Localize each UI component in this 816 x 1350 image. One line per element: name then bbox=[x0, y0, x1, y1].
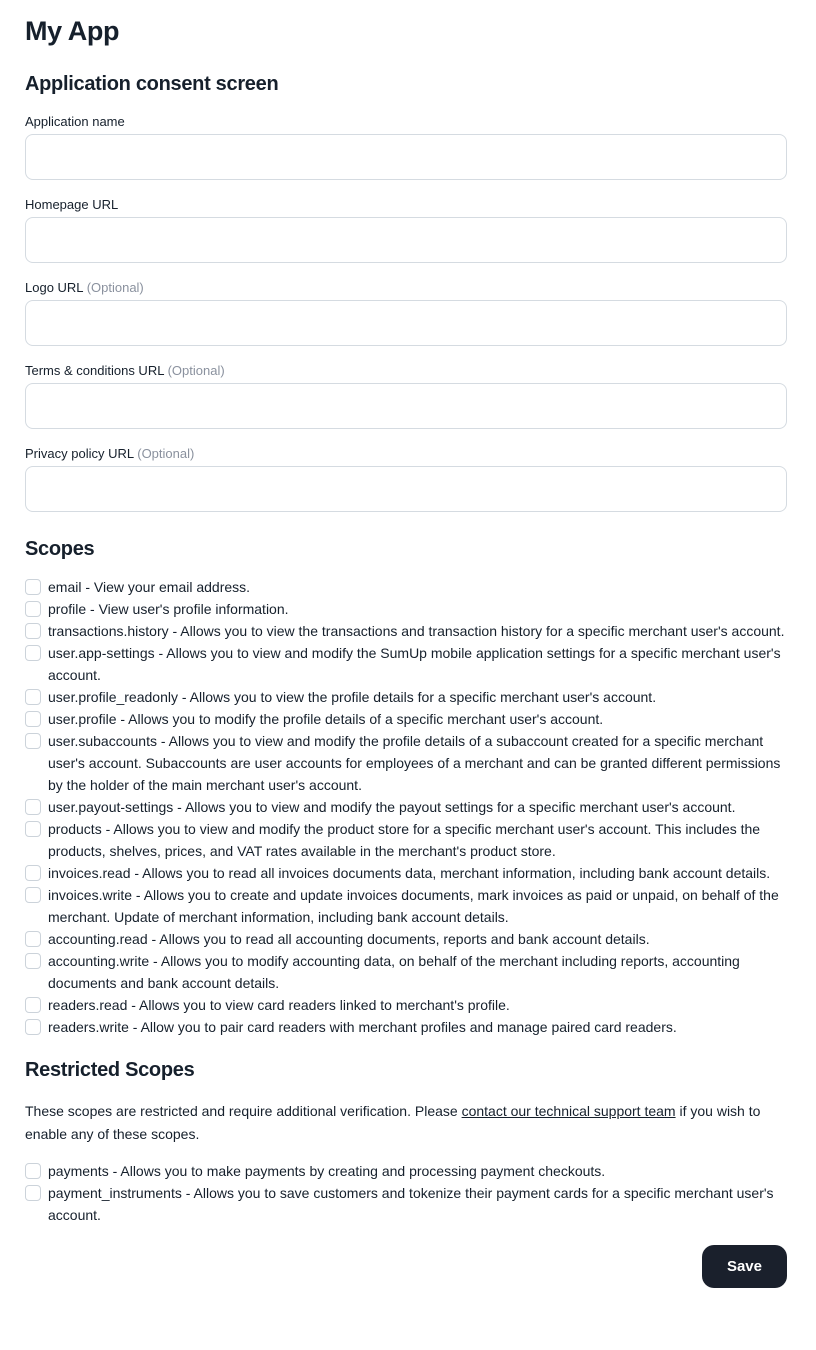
scope-checkbox-transactions-history[interactable] bbox=[25, 623, 41, 639]
scope-item-payment-instruments bbox=[25, 1182, 787, 1226]
scope-label: readers.write - Allow you to pair card readers with merchant profiles and manage paired card readers. bbox=[48, 1019, 677, 1035]
scope-item-readers-read bbox=[25, 994, 787, 1016]
scope-label: user.profile - Allows you to modify the profile details of a specific merchant user's account. bbox=[48, 711, 604, 727]
homepage-url-input[interactable] bbox=[25, 217, 787, 263]
restricted-scopes-note bbox=[25, 1100, 770, 1146]
scope-label: payments - Allows you to make payments by creating and processing payment checkouts. bbox=[48, 1163, 606, 1179]
scope-item-email bbox=[25, 576, 787, 598]
scope-label: user.payout-settings - Allows you to view and modify the payout settings for a specific merchant user's account. bbox=[48, 799, 736, 815]
logo-url-label bbox=[25, 280, 787, 295]
scope-label: transactions.history - Allows you to view the transactions and transaction history for a specific merchant user's account. bbox=[48, 623, 785, 639]
scope-item-accounting-read bbox=[25, 928, 787, 950]
scope-checkbox-user-profile[interactable] bbox=[25, 711, 41, 727]
optional-hint: (Optional) bbox=[86, 280, 144, 295]
scope-checkbox-user-app-settings[interactable] bbox=[25, 645, 41, 661]
terms-url-label bbox=[25, 363, 787, 378]
scope-item-user-profile bbox=[25, 708, 787, 730]
scope-checkbox-email[interactable] bbox=[25, 579, 41, 595]
terms-url-field-group bbox=[25, 363, 787, 429]
scopes-list bbox=[25, 576, 787, 1038]
scope-checkbox-accounting-write[interactable] bbox=[25, 953, 41, 969]
scope-label: user.subaccounts - Allows you to view and modify the profile details of a subaccount created for a specific merchant user's account. Subaccounts are user accounts for employees of a merchant and can be granted different permissions by the holder of the main merchant user's account. bbox=[48, 733, 781, 793]
application-name-label bbox=[25, 114, 787, 129]
logo-url-field-group bbox=[25, 280, 787, 346]
scopes-section bbox=[25, 538, 787, 1038]
optional-hint: (Optional) bbox=[137, 446, 195, 461]
scope-label: user.app-settings - Allows you to view and modify the SumUp mobile application settings for a specific merchant user's account. bbox=[48, 645, 781, 683]
scope-checkbox-user-subaccounts[interactable] bbox=[25, 733, 41, 749]
field-label-text: Homepage URL bbox=[25, 197, 119, 212]
scope-label: accounting.write - Allows you to modify accounting data, on behalf of the merchant including reports, accounting documents and bank account details. bbox=[48, 953, 740, 991]
restricted-scopes-section bbox=[25, 1059, 787, 1226]
scope-checkbox-products[interactable] bbox=[25, 821, 41, 837]
scope-item-invoices-write bbox=[25, 884, 787, 928]
scope-checkbox-readers-write[interactable] bbox=[25, 1019, 41, 1035]
field-label-text: Terms & conditions URL bbox=[25, 363, 164, 378]
scope-checkbox-profile[interactable] bbox=[25, 601, 41, 617]
actions-row bbox=[25, 1245, 787, 1288]
scope-item-payments bbox=[25, 1160, 787, 1182]
contact-support-link[interactable]: contact our technical support team bbox=[461, 1103, 676, 1119]
scope-checkbox-payments[interactable] bbox=[25, 1163, 41, 1179]
optional-hint: (Optional) bbox=[167, 363, 225, 378]
scope-item-profile bbox=[25, 598, 787, 620]
application-name-field-group bbox=[25, 114, 787, 180]
note-text-before: These scopes are restricted and require additional verification. Please bbox=[25, 1103, 462, 1119]
scope-item-invoices-read bbox=[25, 862, 787, 884]
restricted-scopes-title: Restricted Scopes bbox=[25, 1059, 195, 1081]
scope-label: products - Allows you to view and modify the product store for a specific merchant user's account. This includes the products, shelves, prices, and VAT rates available in the merchant's product store. bbox=[48, 821, 761, 859]
scope-label: invoices.read - Allows you to read all invoices documents data, merchant information, including bank account details. bbox=[48, 865, 771, 881]
consent-section-title: Application consent screen bbox=[25, 73, 279, 95]
field-label-text: Application name bbox=[25, 114, 125, 129]
page-title: My App bbox=[25, 16, 120, 46]
privacy-url-input[interactable] bbox=[25, 466, 787, 512]
terms-url-input[interactable] bbox=[25, 383, 787, 429]
logo-url-input[interactable] bbox=[25, 300, 787, 346]
scope-label: accounting.read - Allows you to read all accounting documents, reports and bank account details. bbox=[48, 931, 650, 947]
scope-item-user-subaccounts bbox=[25, 730, 787, 796]
scope-item-products bbox=[25, 818, 787, 862]
restricted-scopes-list bbox=[25, 1160, 787, 1226]
scope-item-user-payout-settings bbox=[25, 796, 787, 818]
field-label-text: Logo URL bbox=[25, 280, 84, 295]
privacy-url-field-group bbox=[25, 446, 787, 512]
scope-label: email - View your email address. bbox=[48, 579, 251, 595]
scope-item-transactions-history bbox=[25, 620, 787, 642]
scope-checkbox-readers-read[interactable] bbox=[25, 997, 41, 1013]
scope-label: readers.read - Allows you to view card readers linked to merchant's profile. bbox=[48, 997, 510, 1013]
scope-label: payment_instruments - Allows you to save customers and tokenize their payment cards for a specific merchant user's account. bbox=[48, 1185, 774, 1223]
homepage-url-label bbox=[25, 197, 787, 212]
scope-checkbox-user-payout-settings[interactable] bbox=[25, 799, 41, 815]
scope-label: user.profile_readonly - Allows you to view the profile details for a specific merchant user's account. bbox=[48, 689, 657, 705]
scope-checkbox-accounting-read[interactable] bbox=[25, 931, 41, 947]
scope-item-readers-write bbox=[25, 1016, 787, 1038]
save-button[interactable]: Save bbox=[702, 1245, 787, 1288]
scopes-section-title: Scopes bbox=[25, 538, 95, 560]
scope-checkbox-invoices-read[interactable] bbox=[25, 865, 41, 881]
scope-checkbox-user-profile-readonly[interactable] bbox=[25, 689, 41, 705]
scope-item-user-app-settings bbox=[25, 642, 787, 686]
scope-item-user-profile-readonly bbox=[25, 686, 787, 708]
scope-checkbox-payment-instruments[interactable] bbox=[25, 1185, 41, 1201]
application-name-input[interactable] bbox=[25, 134, 787, 180]
field-label-text: Privacy policy URL bbox=[25, 446, 134, 461]
privacy-url-label bbox=[25, 446, 787, 461]
scope-label: invoices.write - Allows you to create and update invoices documents, mark invoices as paid or unpaid, on behalf of the merchant. Update of merchant information, including bank account details. bbox=[48, 887, 779, 925]
note-text-after: if you wish to enable any of these scopes. bbox=[25, 1103, 761, 1142]
scope-item-accounting-write bbox=[25, 950, 787, 994]
scope-checkbox-invoices-write[interactable] bbox=[25, 887, 41, 903]
scope-label: profile - View user's profile information. bbox=[48, 601, 289, 617]
homepage-url-field-group bbox=[25, 197, 787, 263]
